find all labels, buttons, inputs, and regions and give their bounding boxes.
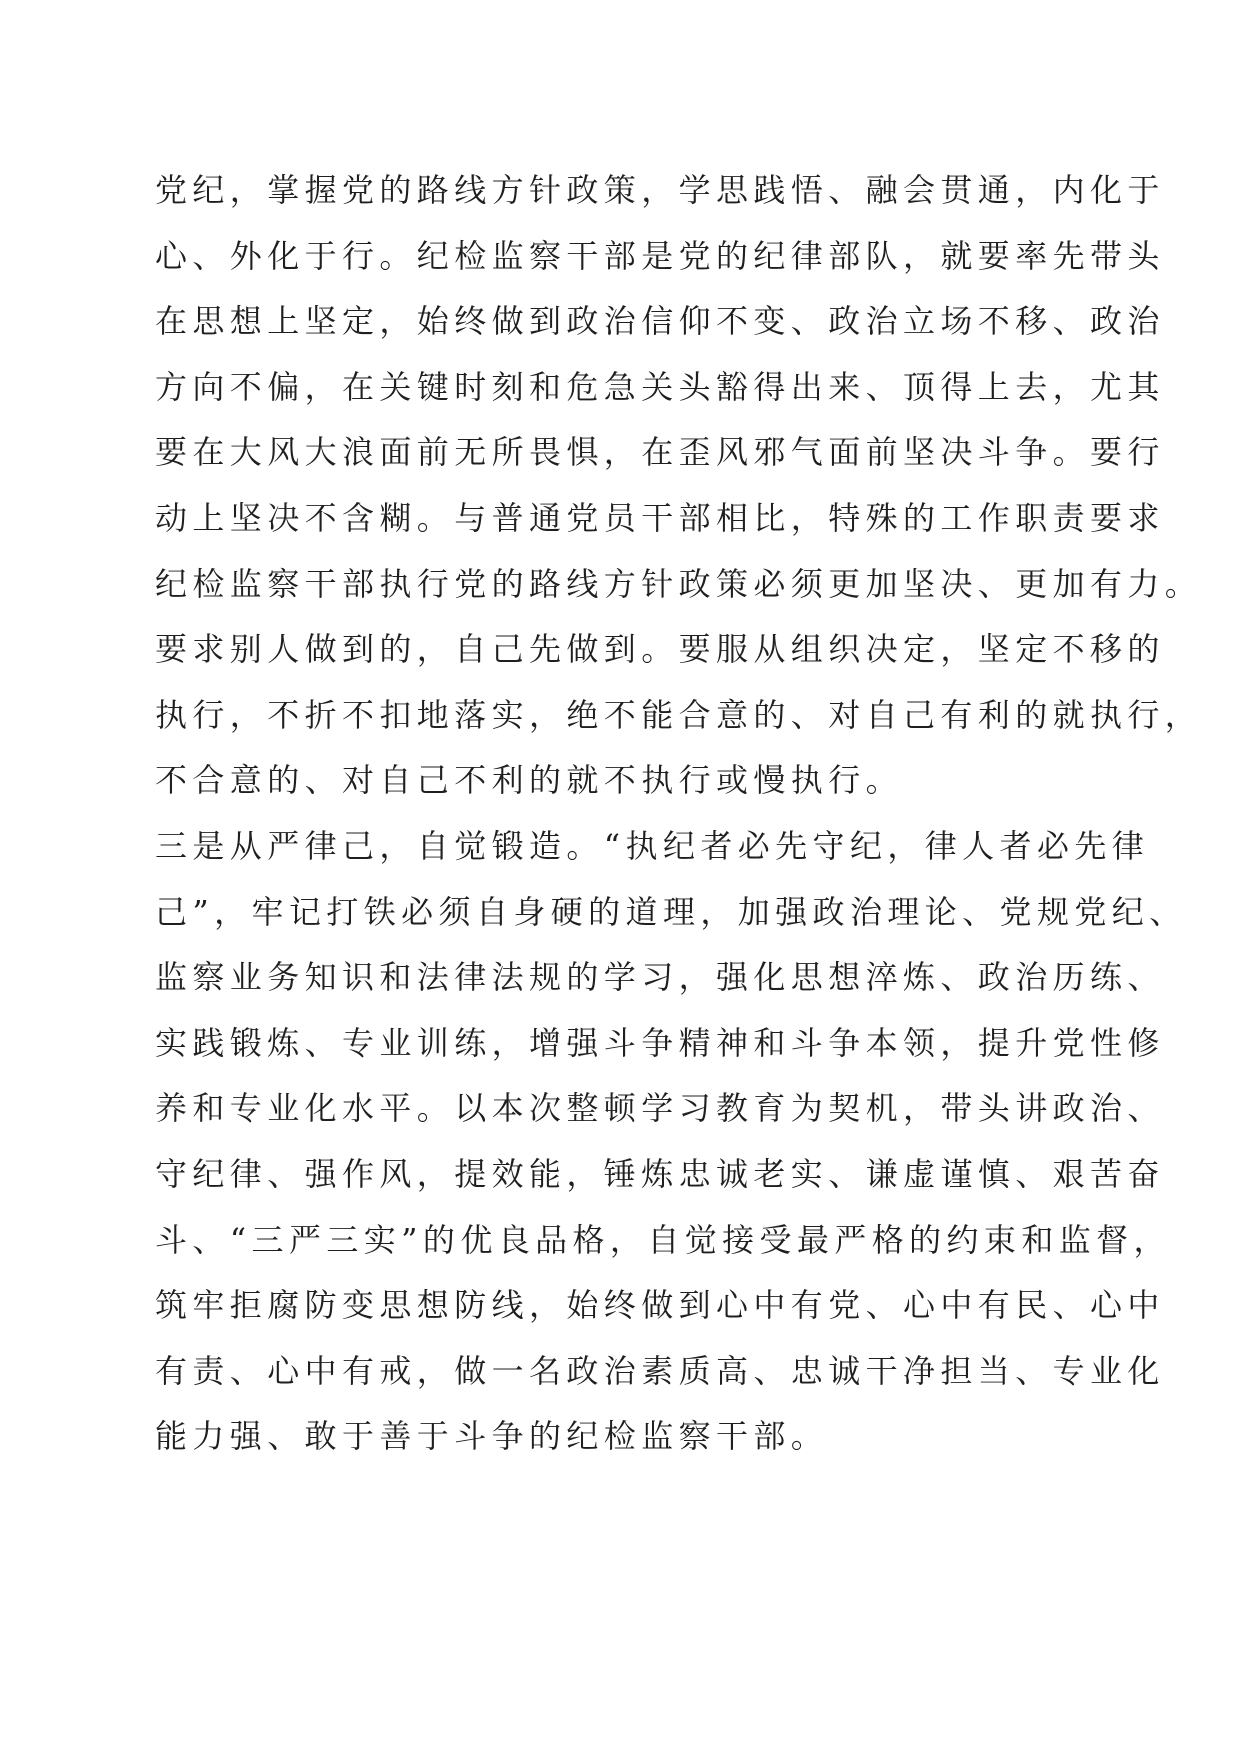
text-line: 要求别人做到的，自己先做到。要服从组织决定，坚定不移的 (155, 630, 1165, 669)
text-line: 纪检监察干部执行党的路线方针政策必须更加坚决、更加有力。 (155, 564, 1203, 603)
text-line: 己”，牢记打铁必须自身硬的道理，加强政治理论、党规党纪、 (155, 892, 1187, 931)
text-line: 筑牢拒腐防变思想防线，始终做到心中有党、心中有民、心中 (155, 1286, 1165, 1325)
text-line: 在思想上坚定，始终做到政治信仰不变、政治立场不移、政治 (155, 302, 1165, 341)
text-line: 心、外化于行。纪检监察干部是党的纪律部队，就要率先带头 (155, 236, 1165, 275)
text-line: 实践锻炼、专业训练，增强斗争精神和斗争本领，提升党性修 (155, 1023, 1165, 1062)
text-line: 斗、“三严三实”的优良品格，自觉接受最严格的约束和监督， (155, 1220, 1171, 1259)
text-line: 动上坚决不含糊。与普通党员干部相比，特殊的工作职责要求 (155, 498, 1165, 537)
text-line: 要在大风大浪面前无所畏惧，在歪风邪气面前坚决斗争。要行 (155, 433, 1165, 472)
text-line: 守纪律、强作风，提效能，锤炼忠诚老实、谦虚谨慎、艰苦奋 (155, 1154, 1165, 1193)
body-text (155, 158, 1203, 1470)
text-line: 方向不偏，在关键时刻和危急关头豁得出来、顶得上去，尤其 (155, 367, 1165, 406)
text-line: 党纪，掌握党的路线方针政策，学思践悟、融会贯通，内化于 (155, 171, 1165, 209)
text-line: 执行，不折不扣地落实，绝不能合意的、对自己有利的就执行， (155, 695, 1203, 734)
text-line: 监察业务知识和法律法规的学习，强化思想淬炼、政治历练、 (155, 958, 1165, 997)
text-line: 不合意的、对自己不利的就不执行或慢执行。 (155, 761, 904, 800)
text-line: 养和专业化水平。以本次整顿学习教育为契机，带头讲政治、 (155, 1089, 1165, 1128)
text-line: 三是从严律己，自觉锻造。“执纪者必先守纪，律人者必先律 (155, 826, 1150, 865)
text-line: 能力强、敢于善于斗争的纪检监察干部。 (155, 1417, 829, 1456)
text-line: 有责、心中有戒，做一名政治素质高、忠诚干净担当、专业化 (155, 1351, 1165, 1390)
